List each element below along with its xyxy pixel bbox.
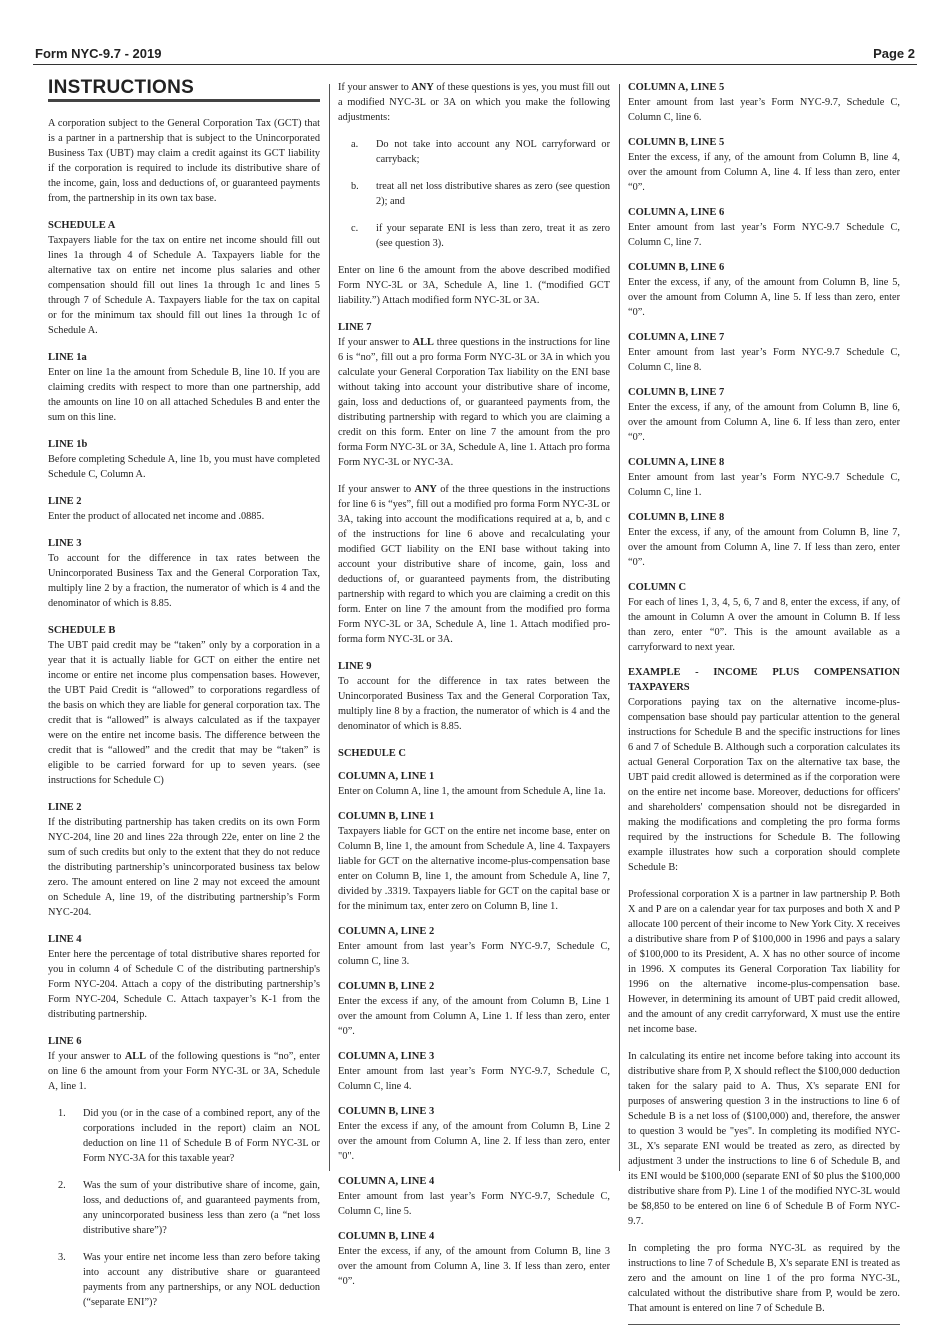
example-paragraph-1: Corporations paying tax on the alternative income-plus- compensation base should pay particular attention to the general instructions for Schedule B and the specific instructions for lines 6 and 7 of Schedule B. Although such a corporation calculates its actual General Corporation Tax on the alternative tax base, the UBT paid credit allowed is determined as if the corporation were on the entire net income base. Moreover, deductions for officers' and shareholders' compensation should not be disregarded in making the modifications and completing the pro forma forms required by the instructions for Schedule B. The following example illustrates how such a corporation should complete Schedule B: [628, 697, 900, 873]
line-3-text: To account for the difference in tax rates between the Unincorporated Business Tax and the General Corporation Tax, multiply line 2 by a fraction, the numerator of which is 4 and the denominator of which is 8.85. [48, 553, 320, 609]
col-a-line-5-heading: COLUMN A, LINE 5 [628, 82, 725, 93]
line-1a-text: Enter on line 1a the amount from Schedule B, line 10. If you are claiming credits with respect to more than one partnership, add the amounts on line 10 on all attached Schedules B and enter the sum on this line. [48, 367, 320, 423]
list-item: 2. Was the sum of your distributive share of income, gain, loss, and deductions of, and guaranteed payments from, any unincorporated business less than zero (a “net loss distributive share”)? [58, 1180, 320, 1236]
col-b-line-6-text: Enter the excess, if any, of the amount from Column B, line 5, over the amount from Column A, line 5. If less than zero, enter “0”. [628, 277, 900, 318]
col-a-line-4-text: Enter amount from last year’s Form NYC-9.7, Schedule C, Column C, line 5. [338, 1191, 610, 1217]
column-divider-2 [619, 84, 620, 1171]
line-3-heading: LINE 3 [48, 538, 82, 549]
schedule-c-heading: SCHEDULE C [338, 748, 406, 759]
column-c-text: For each of lines 1, 3, 4, 5, 6, 7 and 8, enter the excess, if any, of the amount in Column A over the amount in Column B. If less than zero, enter “0”. This is the amount available as a carryforward to next year. [628, 597, 900, 653]
column-1 [48, 77, 321, 1322]
example-paragraph-4: In completing the pro forma NYC-3L as required by the instructions to line 7 of Schedule B, X's separate ENI is treated as zero and the amount on line 1 of the pro forma NYC-3L, calculated without the distributive share from P, would be zero. That amount is entered on line 7 of Schedule B. [628, 1243, 900, 1314]
list-item: 3. Was your entire net income less than zero before taking into account any distributive share or guaranteed payments from any partnerships, or any NOL deduction (“separate ENI”)? [58, 1252, 320, 1308]
line-9-heading: LINE 9 [338, 661, 372, 672]
sched-b-line-2-text: If the distributing partnership has taken credits on its own Form NYC-204, line 20 and lines 22a through 22e, enter on line 2 the sum of such credits but only to the extent that they do not reduce the distributing partnership’s unincorporated business tax below zero. The amount entered on line 2 may not exceed the amount on Schedule A, line 19, of the distributing partnership’s Form NYC-204. [48, 817, 320, 918]
col-b-line-6-heading: COLUMN B, LINE 6 [628, 262, 725, 273]
example-paragraph-2: Professional corporation X is a partner in law partnership P. Both X and P are on a calendar year for tax purposes and both X and P allocate 100 percent of their income to New York City. X receives a distributive share from P of $100,000 in 1996 and pays a salary of $100,000 to its President, A. X has no other source of income in 1996. X computes its General Corporation Tax liability for 1996 on the alternative income-plus-compensation base. However, in determining its amount of UBT paid credit allowed, and the amount of any credit carryforward, X must use the entire net income base. [628, 889, 900, 1035]
form-id: Form NYC-9.7 - 2019 [35, 46, 162, 61]
col-a-line-5-text: Enter amount from last year’s Form NYC-9.7, Schedule C, Column C, line 6. [628, 97, 900, 123]
col-b-line-8-heading: COLUMN B, LINE 8 [628, 512, 725, 523]
line-1b-heading: LINE 1b [48, 439, 88, 450]
col-b-line-7-heading: COLUMN B, LINE 7 [628, 387, 725, 398]
col-b-line-8-text: Enter the excess, if any, of the amount from Column B, line 7, over the amount from Column A, line 7. If less than zero, enter “0”. [628, 527, 900, 568]
list-item: 1. Did you (or in the case of a combined report, any of the corporations included in the report) claim an NOL deduction on line 11 of Schedule B of Form NYC-3L or Form NYC-3A for this taxable year? [58, 1108, 320, 1164]
adjustments-list [338, 137, 610, 251]
col-b-line-3-heading: COLUMN B, LINE 3 [338, 1106, 435, 1117]
col-a-line-1-heading: COLUMN A, LINE 1 [338, 771, 435, 782]
col-a-line-3-heading: COLUMN A, LINE 3 [338, 1051, 435, 1062]
line-7-text: If your answer to ALL three questions in the instructions for line 6 is “no”, fill out a pro forma Form NYC-3L or 3A in which you calculate your General Corporation Tax liability on the ENI base without taking into account your distributive share of income, gain, loss and deductions of, or guaranteed payments from, the distributing partnership with regard to which you are claiming a credit on this form. Enter on line 7 the amount from the pro forma Form NYC-3L or 3A, Schedule A, line 1. Attach pro forma Form NYC-3L or NYC-3A. [338, 337, 610, 468]
questions-list [48, 1106, 320, 1310]
col-b-line-5-heading: COLUMN B, LINE 5 [628, 137, 725, 148]
page-number: Page 2 [873, 46, 915, 61]
col-b-line-2-text: Enter the excess if any, of the amount from Column B, Line 1 over the amount from Column A, Line 1. If less than zero, enter “0”. [338, 996, 610, 1037]
col-b-line-1-text: Taxpayers liable for GCT on the entire net income base, enter on Column B, line 1, the amount from Schedule A, line 4. Taxpayers liable for GCT on the alternative income-plus-compensation base enter on Column B, line 1, the amount from Schedule A, line 7, divided by .3319. Taxpayers liable for GCT on the capital base or for the minimum tax, enter zero on Column B, line 1. [338, 826, 610, 912]
intro-paragraph: A corporation subject to the General Corporation Tax (GCT) that is a partner in a partnership that is subject to the Unincorporated Business Tax (UBT) may claim a credit against its GCT liability if the corporation is required to include its distributive share of the income, gain, loss and deductions of, or guaranteed payments from, the partnership in its own tax base. [48, 118, 320, 204]
sched-b-line-2-heading: LINE 2 [48, 802, 82, 813]
col-a-line-1-text: Enter on Column A, line 1, the amount from Schedule A, line 1a. [338, 786, 606, 797]
col-a-line-7-text: Enter amount from last year’s Form NYC-9.7 Schedule C, Column C, line 8. [628, 347, 900, 373]
col-a-line-7-heading: COLUMN A, LINE 7 [628, 332, 725, 343]
sched-b-line-4-text: Enter here the percentage of total distributive shares reported for you in column 4 of Schedule C of the distributing partnership's Form NYC-204. Attach a copy of the distributing partnership’s Form NYC-204, Schedule C. Attach taxpayer’s K-1 from the distributing partnership. [48, 949, 320, 1020]
header-rule [33, 64, 917, 65]
col-b-line-4-text: Enter the excess, if any, of the amount from Column B, line 3 over the amount from Column A, line 3. If less than zero, enter “0”. [338, 1246, 610, 1287]
col-a-line-4-heading: COLUMN A, LINE 4 [338, 1176, 435, 1187]
sched-b-line-6-text: If your answer to ALL of the following questions is “no”, enter on line 6 the amount from your Form NYC-3L or 3A, Schedule A, line 1. [48, 1051, 321, 1092]
any-yes-text: If your answer to ANY of these questions is yes, you must fill out a modified NYC-3L or 3A on which you make the following adjustments: [338, 82, 610, 123]
col-a-line-2-heading: COLUMN A, LINE 2 [338, 926, 435, 937]
line-9-text: To account for the difference in tax rates between the Unincorporated Business Tax and the General Corporation Tax, multiply line 8 by a fraction, the numerator of which is 4 and the denominator of which is 8.85. [338, 676, 610, 732]
col-a-line-6-text: Enter amount from last year’s Form NYC-9.7 Schedule C, Column C, line 7. [628, 222, 900, 248]
instructions-title: INSTRUCTIONS [48, 80, 320, 102]
line-1a-heading: LINE 1a [48, 352, 87, 363]
column-2 [338, 80, 610, 1299]
schedule-a-heading: SCHEDULE A [48, 220, 116, 231]
column-c-heading: COLUMN C [628, 582, 687, 593]
schedule-b-heading: SCHEDULE B [48, 625, 116, 636]
col-b-line-7-text: Enter the excess, if any, of the amount from Column B, line 6, over the amount from Column A, line 6. If less than zero, enter “0”. [628, 402, 900, 443]
sched-b-line-4-heading: LINE 4 [48, 934, 82, 945]
line-7-heading: LINE 7 [338, 322, 372, 333]
schedule-a-text: Taxpayers liable for the tax on entire net income should fill out lines 1a through 4 of Schedule A. Taxpayers liable for the alternative tax on entire net income plus salaries and other compensation should fill out lines 1a through 1c and lines 5 through 7 of Schedule A. Taxpayers liable for the tax on capital or for the minimum tax should fill out lines 1a through 1c of Schedule A. [48, 235, 320, 336]
list-item: a. Do not take into account any NOL carryforward or carryback; [351, 139, 610, 165]
schedule-b-text: The UBT paid credit may be “taken” only by a corporation in a year that it is actually liable for GCT on either the entire net income or entire net income plus compensation bases. However, the UBT Paid Credit is “allowed” to corporations regardless of the basis on which they are liable for general corporation tax. The credit that is “allowed” is always calculated as if the taxpayer were on the entire net income basis. The difference between the credit that is “allowed” and the credit that may be “taken” is eligible to be carried forward for up to seven years. (see instructions for Schedule C) [48, 640, 320, 786]
col-a-line-8-text: Enter amount from last year’s Form NYC-9.7 Schedule C, Column C, line 1. [628, 472, 900, 498]
col-b-line-3-text: Enter the excess if any, of the amount from Column B, Line 2 over the amount from Column A, line 2. If less than zero, enter "0". [338, 1121, 610, 1162]
column-divider-1 [329, 84, 330, 1171]
col-b-line-4-heading: COLUMN B, LINE 4 [338, 1231, 435, 1242]
column-3 [628, 80, 900, 1325]
line-6-continuation: Enter on line 6 the amount from the above described modified Form NYC-3L or 3A, Schedule A, line 1. (“modified GCT liability.”) Attach modified form NYC-3L or 3A. [338, 265, 610, 306]
example-paragraph-3: In calculating its entire net income before taking into account its distributive share from P, X should reflect the $100,000 deduction taken for the salary paid to A. Thus, X's separate ENI for purposes of answering question 3 in the instructions to line 6 of Schedule B is a net loss of ($100,000) and, therefore, the answer to question 3 would be "yes". In completing its modified NYC-3L, X's separate ENI would be treated as zero, as directed by adjustment 3 under the instructions to line 6 of Schedule B, and its ENI would be $100,000 (separate ENI of $0 plus the $100,000 distributive share from P). Line 1 of the modified NYC-3L would be $8,850 to be entered on line 6 of Schedule B of Form NYC-9.7. [628, 1051, 900, 1227]
sched-b-line-6-heading: LINE 6 [48, 1036, 82, 1047]
col-a-line-3-text: Enter amount from last year’s Form NYC-9.7, Schedule C, Column C, line 4. [338, 1066, 610, 1092]
page-header [35, 46, 915, 62]
example-heading: EXAMPLE - INCOME PLUS COMPENSATION TAXPAYERS [628, 667, 900, 693]
col-b-line-2-heading: COLUMN B, LINE 2 [338, 981, 435, 992]
col-b-line-5-text: Enter the excess, if any, of the amount from Column B, line 4, over the amount from Column A, line 4. If less than zero, enter “0”. [628, 152, 900, 193]
line-7-text-2: If your answer to ANY of the three questions in the instructions for line 6 is “yes”, fill out a modified pro forma Form NYC-3L or 3A, taking into account the modifications required at a, b, and c of the instructions for line 6 above and recalculating your modified GCT liability on the ENI base without taking into account your distributive share of income, gain, loss and deductions of, or guaranteed payments from, the distributing partnership with regard to which you are claiming a credit on this form. Enter on line 7 the amount from the modified pro forma Form NYC-3L or 3A, Schedule A, line 1. Attach modified pro-forma form NYC-3L or 3A. [338, 484, 611, 645]
list-item: b. treat all net loss distributive shares as zero (see question 2); and [351, 181, 610, 207]
line-2-heading: LINE 2 [48, 496, 82, 507]
line-1b-text: Before completing Schedule A, line 1b, you must have completed Schedule C, Column A. [48, 454, 320, 480]
col-a-line-6-heading: COLUMN A, LINE 6 [628, 207, 725, 218]
col-a-line-8-heading: COLUMN A, LINE 8 [628, 457, 725, 468]
col-a-line-2-text: Enter amount from last year’s Form NYC-9.7, Schedule C, column C, line 3. [338, 941, 610, 967]
list-item: c. if your separate ENI is less than zero, treat it as zero (see question 3). [351, 223, 610, 249]
col-b-line-1-heading: COLUMN B, LINE 1 [338, 811, 435, 822]
line-2-text: Enter the product of allocated net income and .0885. [48, 511, 265, 522]
